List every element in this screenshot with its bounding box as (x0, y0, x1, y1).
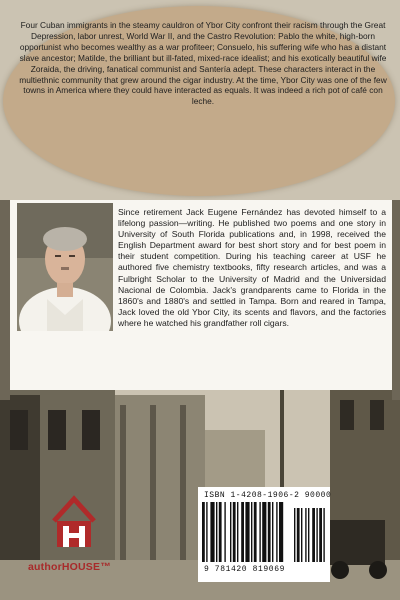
synopsis-text: Four Cuban immigrants in the steamy cauldron of Ybor City confront their racism through the Great Depression, labor unrest, World War II, and the Castro Revolution: Pablo the white, high-born opportunist who becomes wealthy as a war profiteer; Consuelo, his suffering wife who has a distant slave ancestor; Matilde, the brilliant but ill-fated, mixed-race idealist; and his exotically beautiful wife Zoraida, the driving, fanatical communist and Santería adept. These characters interact in the multiethnic community that grew around the cigar industry. At the time, Ybor City was one of the few towns in America where they could have interacted as equals. It was indeed a rich pot of café con leche. (19, 20, 387, 107)
price-code: 90000 (304, 491, 332, 500)
synopsis-oval (3, 6, 395, 196)
barcode-number: 9 781420 819069 (204, 565, 286, 574)
isbn-barcode (198, 487, 330, 582)
isbn-label: ISBN 1-4208-1906-2 90000 (204, 491, 332, 500)
author-photo (17, 203, 113, 331)
barcode-bars-icon (202, 502, 326, 564)
author-bio-text: Since retirement Jack Eugene Fernández has devoted himself to a lifelong passion—writing. He published two poems and one story in University of South Florida publications and, in 1998, received the English Department award for best short story and for best poem in their student competition. During his teaching career at USF he authored five chemistry textbooks, fifty research articles, and was a Fulbright Scholar to the University of Madrid and the Universidad Nacional de Colombia. Jack's grandparents came to Florida in the 1860's and 1880's and settled in Tampa. Born and reared in Tampa, Jack loved the old Ybor City, its scents and flavors, and the factories where he watched his grandfather roll cigars. (118, 207, 386, 328)
authorhouse-logo-icon (24, 485, 124, 555)
publisher-name: authorHOUSE™ (28, 561, 111, 573)
